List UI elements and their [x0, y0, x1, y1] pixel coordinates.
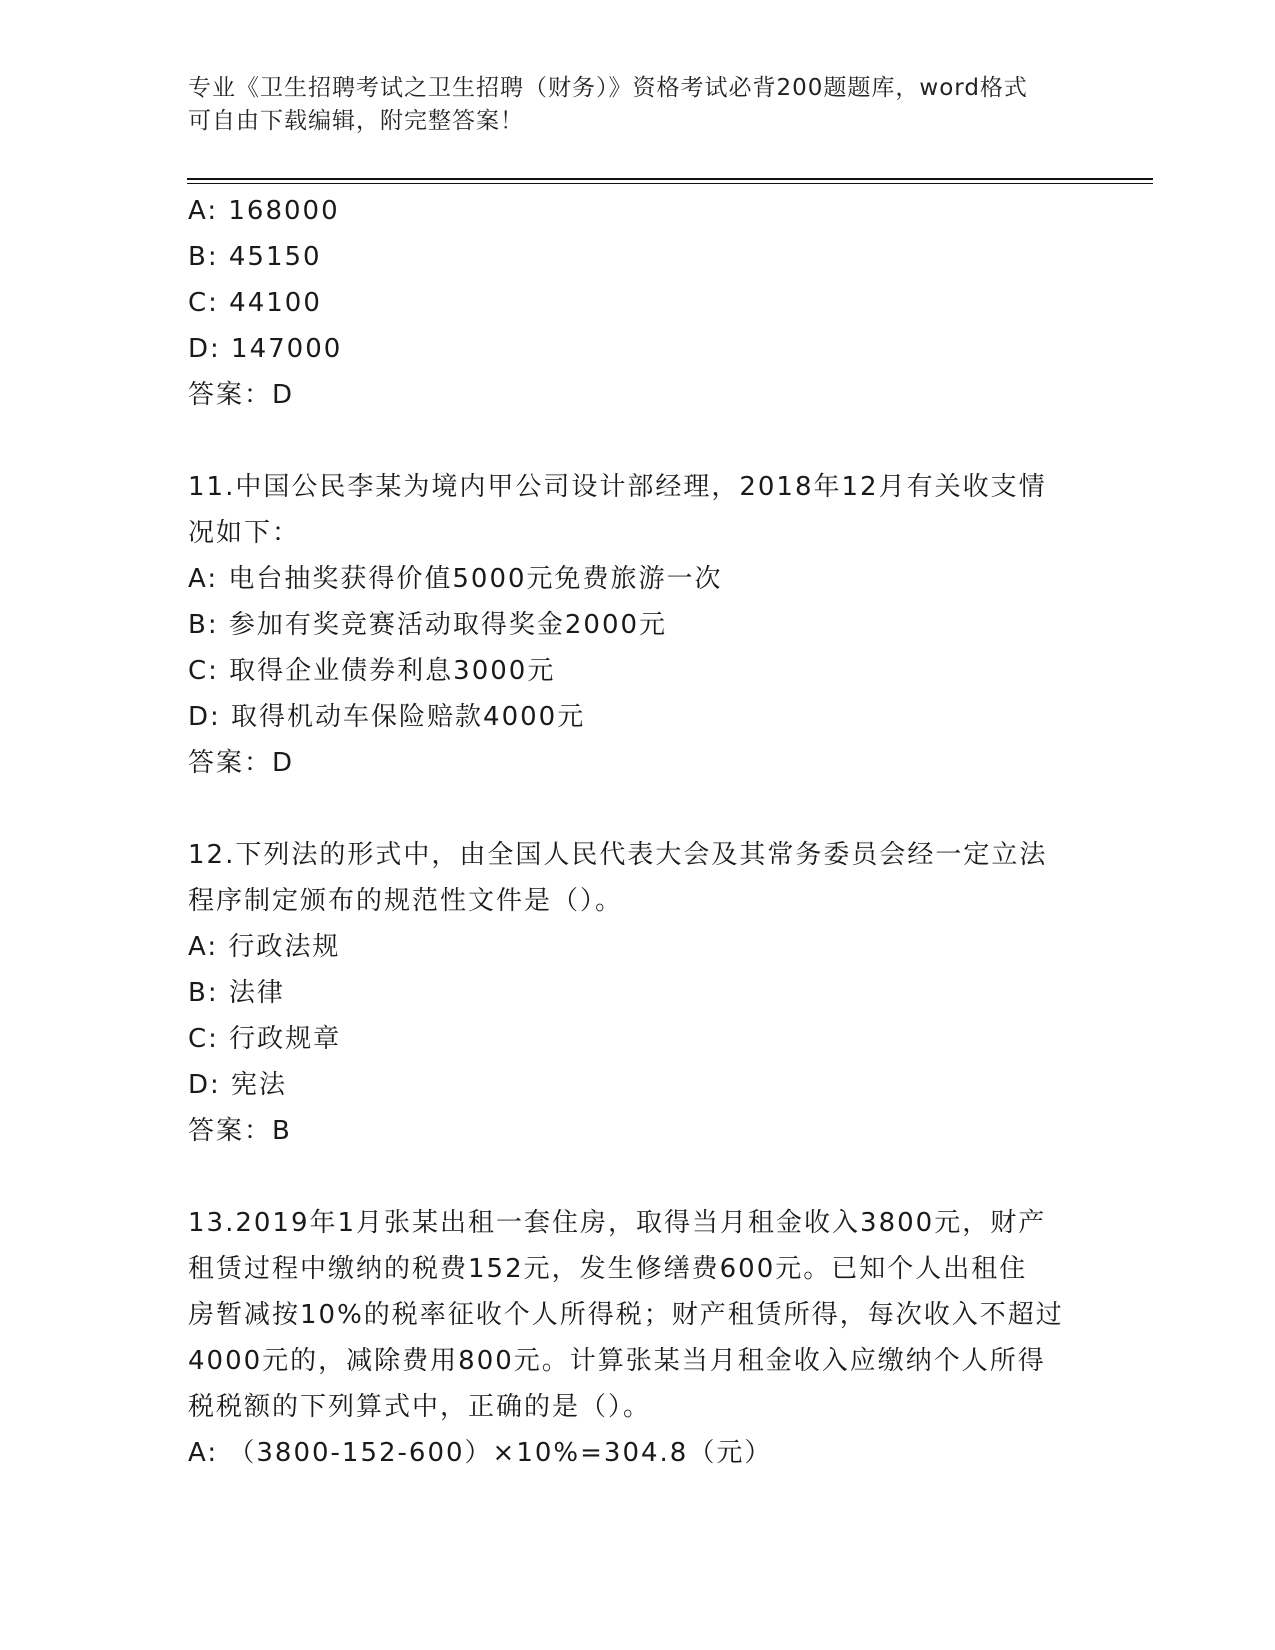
option-a: A: 行政法规: [188, 932, 341, 962]
question-text-line: 税税额的下列算式中，正确的是（）。: [188, 1392, 652, 1422]
question-text-line: 租赁过程中缴纳的税费152元，发生修缮费600元。已知个人出租住: [188, 1254, 1028, 1284]
question-text-line: 12.下列法的形式中，由全国人民代表大会及其常务委员会经一定立法: [188, 840, 1048, 870]
header-line-1: 专业《卫生招聘考试之卫生招聘（财务）》资格考试必背200题题库，word格式: [188, 75, 1028, 101]
question-text-line: 4000元的，减除费用800元。计算张某当月租金收入应缴纳个人所得: [188, 1346, 1046, 1376]
question-11: [188, 464, 1088, 786]
option-a: A: （3800-152-600）×10%=304.8（元）: [188, 1438, 773, 1468]
option-a: A: 电台抽奖获得价值5000元免费旅游一次: [188, 564, 723, 594]
question-13: [188, 1200, 1088, 1476]
question-12: [188, 832, 1088, 1154]
option-d: D: 147000: [188, 334, 343, 364]
answer: 答案：D: [188, 748, 295, 778]
answer: 答案：D: [188, 380, 295, 410]
header-rule-thick: [187, 178, 1153, 180]
option-c: C: 行政规章: [188, 1024, 342, 1054]
header-rule-thin: [187, 183, 1153, 184]
option-b: B: 法律: [188, 978, 285, 1008]
option-c: C: 取得企业债券利息3000元: [188, 656, 556, 686]
question-list: [188, 188, 1088, 1476]
option-d: D: 宪法: [188, 1070, 288, 1100]
question-text-line: 11.中国公民李某为境内甲公司设计部经理，2018年12月有关收支情: [188, 472, 1047, 502]
option-a: A: 168000: [188, 196, 340, 226]
question-10: [188, 188, 1088, 418]
option-d: D: 取得机动车保险赔款4000元: [188, 702, 586, 732]
question-text-line: 程序制定颁布的规范性文件是（）。: [188, 886, 624, 916]
spacer: [188, 418, 1088, 464]
answer: 答案：B: [188, 1116, 292, 1146]
option-b: B: 45150: [188, 242, 322, 272]
header-line-2: 可自由下载编辑，附完整答案！: [188, 108, 524, 134]
spacer: [188, 1154, 1088, 1200]
question-text-line: 房暂减按10%的税率征收个人所得税；财产租赁所得，每次收入不超过: [188, 1300, 1064, 1330]
question-text-line: 况如下：: [188, 518, 301, 548]
option-c: C: 44100: [188, 288, 322, 318]
option-b: B: 参加有奖竞赛活动取得奖金2000元: [188, 610, 668, 640]
question-text-line: 13.2019年1月张某出租一套住房，取得当月租金收入3800元，财产: [188, 1208, 1047, 1238]
spacer: [188, 786, 1088, 832]
document-header: [188, 72, 1068, 138]
